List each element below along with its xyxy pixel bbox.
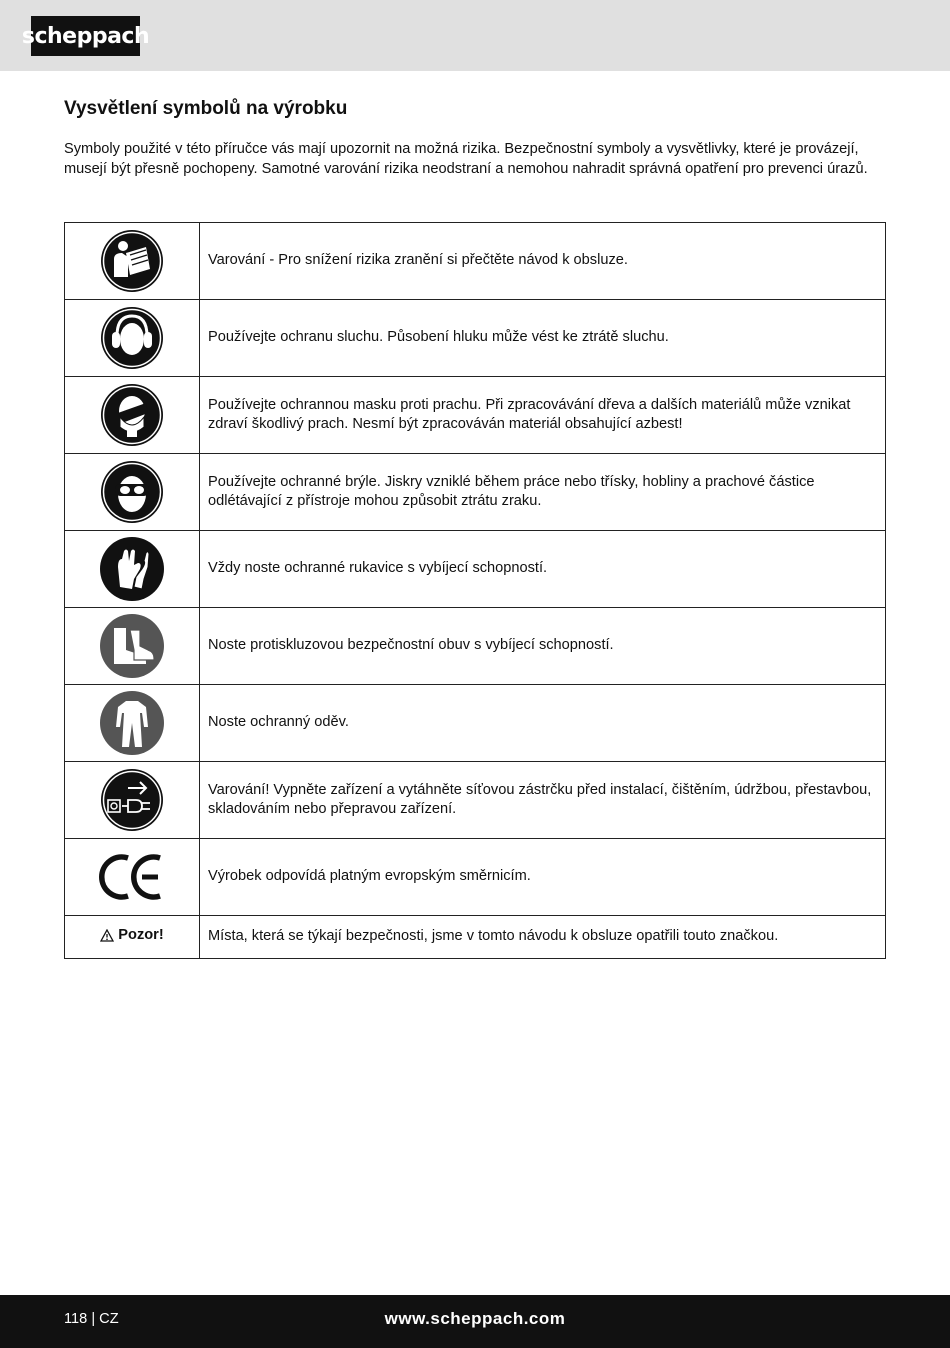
row-text: Výrobek odpovídá platným evropským směrnicím.: [200, 839, 886, 916]
icon-cell: [65, 685, 200, 762]
icon-cell: [65, 608, 200, 685]
scheppach-logo: scheppach: [31, 16, 140, 56]
pozor-label: [100, 927, 163, 943]
row-text: Varování! Vypněte zařízení a vytáhněte síťovou zástrčku před instalací, čištěním, údržbou, přestavbou, skladováním nebo přepravou zařízení.: [200, 762, 886, 839]
pozor-text: Pozor!: [118, 927, 164, 944]
page-title: Vysvětlení symbolů na výrobku: [64, 98, 348, 119]
unplug-icon: [100, 768, 164, 832]
icon-cell: [65, 531, 200, 608]
icon-cell: [65, 839, 200, 916]
read-manual-icon: [100, 229, 164, 293]
row-text: Varování - Pro snížení rizika zranění si přečtěte návod k obsluze.: [200, 223, 886, 300]
row-text: Noste protiskluzovou bezpečnostní obuv s vybíjecí schopností.: [200, 608, 886, 685]
row-text: Používejte ochranné brýle. Jiskry vzniklé během práce nebo třísky, hobliny a prachové částice odlétávající z přístroje mohou způsobit ztrátu zraku.: [200, 454, 886, 531]
row-text: Používejte ochranu sluchu. Působení hluku může vést ke ztrátě sluchu.: [200, 300, 886, 377]
page-number: 118 | CZ: [64, 1311, 119, 1327]
table-row: [65, 762, 886, 839]
row-text: Používejte ochrannou masku proti prachu. Při zpracovávání dřeva a dalších materiálů může vznikat zdraví škodlivý prach. Nesmí být zpracováván materiál obsahující azbest!: [200, 377, 886, 454]
symbols-table: [64, 222, 886, 959]
table-row: [65, 531, 886, 608]
table-row: [65, 608, 886, 685]
table-row: [65, 300, 886, 377]
row-text: Noste ochranný oděv.: [200, 685, 886, 762]
gloves-icon: [100, 537, 164, 601]
website-url: www.scheppach.com: [384, 1309, 566, 1328]
table-row: [65, 454, 886, 531]
icon-cell: [65, 300, 200, 377]
row-text: Vždy noste ochranné rukavice s vybíjecí schopností.: [200, 531, 886, 608]
icon-cell: [65, 223, 200, 300]
protective-clothing-icon: [100, 691, 164, 755]
table-row: [65, 377, 886, 454]
table-row: [65, 685, 886, 762]
icon-cell: [65, 762, 200, 839]
pozor-cell: [65, 916, 200, 959]
table-row: [65, 223, 886, 300]
dust-mask-icon: [100, 383, 164, 447]
ce-mark-icon: [98, 852, 166, 902]
page-footer: [0, 1295, 950, 1348]
hearing-protection-icon: [100, 306, 164, 370]
page-header: [0, 0, 950, 71]
safety-goggles-icon: [100, 460, 164, 524]
table-row: [65, 916, 886, 959]
intro-paragraph: Symboly použité v této příručce vás mají upozornit na možná rizika. Bezpečnostní symboly a vysvětlivky, které je provázejí, musejí být přesně pochopeny. Samotné varování rizika neodstraní a nemohou nahradit správná opatření pro prevenci úrazů.: [64, 141, 868, 177]
safety-boots-icon: [100, 614, 164, 678]
table-row: [65, 839, 886, 916]
warning-triangle-icon: [100, 929, 114, 942]
icon-cell: [65, 377, 200, 454]
row-text: Místa, která se týkají bezpečnosti, jsme v tomto návodu k obsluze opatřili touto značkou.: [200, 916, 886, 959]
icon-cell: [65, 454, 200, 531]
